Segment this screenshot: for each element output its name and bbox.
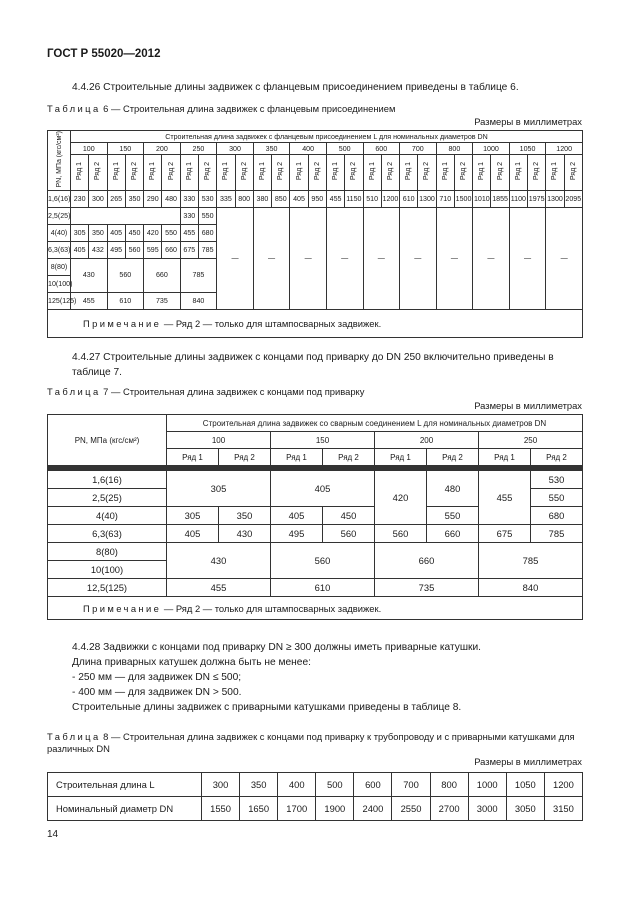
table-row bbox=[48, 597, 583, 620]
row-label: Ряд 1 bbox=[478, 162, 486, 181]
diameter-header: 1200 bbox=[546, 143, 583, 155]
table-cell: 710 bbox=[436, 190, 454, 207]
row-1-header bbox=[107, 155, 125, 190]
table-cell: 680 bbox=[531, 507, 583, 525]
pn-cell: 2,5(25) bbox=[48, 489, 167, 507]
table-cell: 432 bbox=[89, 241, 107, 258]
table-cell: 500 bbox=[316, 773, 354, 797]
paragraph-text: 4.4.27 Строительные длины задвижек с концами под приварку до DN 250 включительно приведены в таблице 7. bbox=[72, 352, 554, 378]
pn-cell: 2,5(25) bbox=[48, 207, 71, 224]
table-cell: 560 bbox=[107, 258, 144, 292]
row-label: Ряд 1 bbox=[405, 162, 413, 181]
table-row bbox=[48, 579, 583, 597]
table-cell: 610 bbox=[400, 190, 418, 207]
diameter-header: 1000 bbox=[473, 143, 510, 155]
paragraph-text: 4.4.26 Строительные длины задвижек с фланцевым присоединением приведены в таблице 6. bbox=[72, 82, 519, 93]
note-word: Примечание bbox=[83, 602, 162, 614]
pn-cell: 10(100) bbox=[48, 561, 167, 579]
table-cell: 1200 bbox=[544, 773, 582, 797]
table-cell: 550 bbox=[531, 489, 583, 507]
note-text: — Ряд 2 — только для штампосварных задвижек. bbox=[161, 317, 382, 329]
table-cell: 290 bbox=[144, 190, 162, 207]
table-cell: 300 bbox=[89, 190, 107, 207]
table-cell: 350 bbox=[219, 507, 271, 525]
table-cell: 1855 bbox=[491, 190, 509, 207]
diameter-header: 200 bbox=[375, 432, 479, 449]
dash-cell: — bbox=[509, 207, 546, 309]
table-cell: 660 bbox=[162, 241, 180, 258]
table-cell: 1010 bbox=[473, 190, 491, 207]
diameter-header: 600 bbox=[363, 143, 400, 155]
row-2-header: Ряд 2 bbox=[219, 449, 271, 469]
document-header: ГОСТ Р 55020—2012 bbox=[47, 48, 161, 60]
table-cell: 330 bbox=[180, 190, 198, 207]
row-1-header bbox=[363, 155, 381, 190]
caption-text: 8 — Строительная длина задвижек с концами под приварку к трубопроводу и с приварными катушками для различных DN bbox=[47, 731, 575, 754]
table-cell: 480 bbox=[162, 190, 180, 207]
dash-cell: — bbox=[290, 207, 327, 309]
row-1-header bbox=[509, 155, 527, 190]
row-2-header bbox=[564, 155, 582, 190]
table-row bbox=[48, 797, 583, 821]
row-2-header bbox=[454, 155, 472, 190]
table-cell: 1050 bbox=[506, 773, 544, 797]
table-note bbox=[48, 597, 583, 620]
table-cell: 600 bbox=[354, 773, 392, 797]
table-cell: 2550 bbox=[392, 797, 430, 821]
row-1-header bbox=[217, 155, 235, 190]
table-row bbox=[48, 143, 583, 155]
table-cell: 610 bbox=[107, 292, 144, 309]
row-2-header bbox=[345, 155, 363, 190]
row-label: Ряд 2 bbox=[569, 162, 577, 181]
table-cell: 430 bbox=[167, 543, 271, 579]
diameter-header: 350 bbox=[253, 143, 290, 155]
row-label: Ряд 2 bbox=[496, 162, 504, 181]
row-2-header bbox=[491, 155, 509, 190]
row-label: Ряд 1 bbox=[295, 162, 303, 181]
paragraph-4-4-28 bbox=[72, 640, 583, 715]
table-cell: 1650 bbox=[240, 797, 278, 821]
row-1-header bbox=[326, 155, 344, 190]
diameter-header: 1050 bbox=[509, 143, 546, 155]
dash-cell: — bbox=[473, 207, 510, 309]
table-cell: 350 bbox=[240, 773, 278, 797]
table-cell: 660 bbox=[427, 525, 479, 543]
table-cell: 455 bbox=[326, 190, 344, 207]
row-label: Ряд 1 bbox=[112, 162, 120, 181]
table-cell: 455 bbox=[479, 468, 531, 525]
table-cell: 405 bbox=[167, 525, 219, 543]
table-row bbox=[48, 543, 583, 561]
row-label: Ряд 1 bbox=[222, 162, 230, 181]
table-cell: 1100 bbox=[509, 190, 527, 207]
pn-cell: 12,5(125) bbox=[48, 579, 167, 597]
row-1-header: Ряд 1 bbox=[479, 449, 531, 469]
row-label: Ряд 2 bbox=[130, 162, 138, 181]
diameter-header: 400 bbox=[290, 143, 327, 155]
table-cell: 530 bbox=[531, 468, 583, 489]
pn-header-text: PN, МПа (кгс/см²) bbox=[55, 131, 63, 188]
table-cell: 350 bbox=[89, 224, 107, 241]
row-1-header bbox=[400, 155, 418, 190]
table-cell: 950 bbox=[308, 190, 326, 207]
table-cell: 1200 bbox=[381, 190, 399, 207]
table-cell: 735 bbox=[144, 292, 181, 309]
row-label: Ряд 2 bbox=[94, 162, 102, 181]
row-label: Ряд 1 bbox=[551, 162, 559, 181]
table-row bbox=[48, 309, 583, 337]
diameter-header: 250 bbox=[479, 432, 583, 449]
table-cell: 1300 bbox=[546, 190, 564, 207]
table-cell: 800 bbox=[430, 773, 468, 797]
table-row bbox=[48, 415, 583, 432]
table-row bbox=[48, 468, 583, 489]
table-6-units: Размеры в миллиметрах bbox=[474, 116, 582, 127]
row-1-header: Ряд 1 bbox=[375, 449, 427, 469]
row-2-header: Ряд 2 bbox=[427, 449, 479, 469]
table-cell: 800 bbox=[235, 190, 253, 207]
table-cell: 405 bbox=[271, 468, 375, 507]
table-7 bbox=[47, 414, 583, 620]
table-cell: 230 bbox=[71, 190, 89, 207]
diameter-header: 100 bbox=[167, 432, 271, 449]
table-cell: 330 bbox=[180, 207, 198, 224]
row-2-header: Ряд 2 bbox=[323, 449, 375, 469]
row-label: Ряд 2 bbox=[277, 162, 285, 181]
dash-cell: — bbox=[400, 207, 437, 309]
table-cell: 660 bbox=[144, 258, 181, 292]
row-1-header bbox=[473, 155, 491, 190]
table-cell: 430 bbox=[219, 525, 271, 543]
table-cell: 450 bbox=[323, 507, 375, 525]
row-label: Ряд 2 bbox=[313, 162, 321, 181]
row-2-header bbox=[235, 155, 253, 190]
pn-cell: 125(125) bbox=[48, 292, 71, 309]
diameter-header: 300 bbox=[217, 143, 254, 155]
row-label: Ряд 2 bbox=[240, 162, 248, 181]
table-cell bbox=[71, 207, 181, 224]
pn-header-text: PN, МПа (кгс/см²) bbox=[74, 435, 140, 445]
diameter-header: 200 bbox=[144, 143, 181, 155]
pn-cell: 1,6(16) bbox=[48, 468, 167, 489]
dash-cell: — bbox=[546, 207, 583, 309]
pn-cell: 4(40) bbox=[48, 224, 71, 241]
table-cell: 305 bbox=[167, 507, 219, 525]
dash-cell: — bbox=[326, 207, 363, 309]
row-label: Ряд 2 bbox=[350, 162, 358, 181]
diameter-header: 250 bbox=[180, 143, 217, 155]
table-cell: 305 bbox=[167, 468, 271, 507]
table-cell: 785 bbox=[198, 241, 216, 258]
row-2-header bbox=[89, 155, 107, 190]
table-8-caption bbox=[47, 731, 583, 755]
table-cell: 840 bbox=[479, 579, 583, 597]
table-cell: 480 bbox=[427, 468, 479, 507]
table-cell: 430 bbox=[71, 258, 108, 292]
table-cell: 595 bbox=[144, 241, 162, 258]
table-row bbox=[48, 155, 583, 190]
pn-cell: 8(80) bbox=[48, 258, 71, 275]
row-1-header: Ряд 1 bbox=[167, 449, 219, 469]
row-2-header bbox=[528, 155, 546, 190]
table-cell: 305 bbox=[71, 224, 89, 241]
table-cell: 550 bbox=[162, 224, 180, 241]
row-label: Ряд 1 bbox=[368, 162, 376, 181]
table-cell: 610 bbox=[271, 579, 375, 597]
table-7-units: Размеры в миллиметрах bbox=[474, 400, 582, 411]
column-group-header: Строительная длина задвижек со сварным соединением L для номинальных диаметров DN bbox=[167, 415, 583, 432]
row-label: Ряд 1 bbox=[514, 162, 522, 181]
caption-word: Таблица bbox=[47, 103, 101, 114]
table-cell: 420 bbox=[375, 468, 427, 525]
diameter-header: 150 bbox=[271, 432, 375, 449]
table-cell: 675 bbox=[180, 241, 198, 258]
row-1-header bbox=[144, 155, 162, 190]
table-row bbox=[48, 773, 583, 797]
table-cell: 405 bbox=[71, 241, 89, 258]
dash-cell: — bbox=[253, 207, 290, 309]
note-text: — Ряд 2 — только для штампосварных задвижек. bbox=[161, 602, 382, 614]
dash-cell: — bbox=[363, 207, 400, 309]
table-cell: 1500 bbox=[454, 190, 472, 207]
paragraph-line: 4.4.28 Задвижки с концами под приварку DN ≥ 300 должны иметь приварные катушки. bbox=[72, 642, 481, 653]
table-6 bbox=[47, 130, 583, 338]
row-2-header: Ряд 2 bbox=[531, 449, 583, 469]
paragraph-line: - 400 мм — для задвижек DN > 500. bbox=[72, 687, 242, 698]
row-label: Ряд 2 bbox=[204, 162, 212, 181]
row-1-header bbox=[436, 155, 454, 190]
dash-cell: — bbox=[436, 207, 473, 309]
pn-cell: 10(100) bbox=[48, 275, 71, 292]
row-1-header: Ряд 1 bbox=[271, 449, 323, 469]
diameter-header: 100 bbox=[71, 143, 108, 155]
row-label: Ряд 1 bbox=[332, 162, 340, 181]
caption-word: Таблица bbox=[47, 386, 101, 397]
table-cell: 400 bbox=[278, 773, 316, 797]
table-cell: 300 bbox=[202, 773, 240, 797]
table-cell: 560 bbox=[375, 525, 427, 543]
table-cell: 1975 bbox=[528, 190, 546, 207]
table-7-caption bbox=[47, 386, 364, 397]
table-cell: 1700 bbox=[278, 797, 316, 821]
table-cell: 455 bbox=[167, 579, 271, 597]
row-2-header bbox=[198, 155, 216, 190]
row-1-header bbox=[546, 155, 564, 190]
table-cell: 785 bbox=[180, 258, 217, 292]
row-2-header bbox=[418, 155, 436, 190]
table-cell: 1150 bbox=[345, 190, 363, 207]
table-cell: 1900 bbox=[316, 797, 354, 821]
table-row bbox=[48, 207, 583, 224]
table-cell: 405 bbox=[290, 190, 308, 207]
table-row bbox=[48, 131, 583, 143]
table-row bbox=[48, 190, 583, 207]
row-2-header bbox=[125, 155, 143, 190]
table-cell: 495 bbox=[107, 241, 125, 258]
table-cell: 350 bbox=[125, 190, 143, 207]
table-cell: 550 bbox=[427, 507, 479, 525]
row-label: Ряд 1 bbox=[258, 162, 266, 181]
table-8 bbox=[47, 772, 583, 821]
paragraph-line: Длина приварных катушек должна быть не менее: bbox=[72, 657, 311, 668]
table-cell: 265 bbox=[107, 190, 125, 207]
caption-word: Таблица bbox=[47, 731, 101, 742]
table-cell: 735 bbox=[375, 579, 479, 597]
table-cell: 785 bbox=[479, 543, 583, 579]
table-cell: 675 bbox=[479, 525, 531, 543]
row-2-header bbox=[308, 155, 326, 190]
table-note bbox=[48, 309, 583, 337]
row-label: Ряд 2 bbox=[386, 162, 394, 181]
table-cell: 2095 bbox=[564, 190, 582, 207]
row-label: Ряд 2 bbox=[460, 162, 468, 181]
row-1-header bbox=[71, 155, 89, 190]
caption-text: 6 — Строительная длина задвижек с фланцевым присоединением bbox=[103, 103, 396, 114]
table-cell: 1000 bbox=[468, 773, 506, 797]
table-cell: 450 bbox=[125, 224, 143, 241]
note-word: Примечание bbox=[83, 317, 162, 329]
table-cell: 455 bbox=[71, 292, 108, 309]
table-cell: 495 bbox=[271, 525, 323, 543]
pn-cell: 6,3(63) bbox=[48, 525, 167, 543]
column-group-header: Строительная длина задвижек с фланцевым присоединением L для номинальных диаметров DN bbox=[71, 131, 583, 143]
row-label: Ряд 1 bbox=[149, 162, 157, 181]
table-cell: 850 bbox=[272, 190, 290, 207]
table-6-caption bbox=[47, 103, 395, 114]
caption-text: 7 — Строительная длина задвижек с концами под приварку bbox=[103, 386, 365, 397]
table-cell: 1550 bbox=[202, 797, 240, 821]
table-cell: 3050 bbox=[506, 797, 544, 821]
paragraph-4-4-27 bbox=[47, 350, 583, 380]
pn-header bbox=[48, 131, 71, 191]
paragraph-line: Строительные длины задвижек с приварными катушками приведены в таблице 8. bbox=[72, 702, 462, 713]
table-8-units: Размеры в миллиметрах bbox=[474, 756, 582, 767]
table-cell: 560 bbox=[271, 543, 375, 579]
table-cell: 510 bbox=[363, 190, 381, 207]
diameter-header: 150 bbox=[107, 143, 144, 155]
row-1-header bbox=[180, 155, 198, 190]
row-1-header bbox=[290, 155, 308, 190]
table-cell: 680 bbox=[198, 224, 216, 241]
pn-cell: 8(80) bbox=[48, 543, 167, 561]
row-label: Ряд 2 bbox=[533, 162, 541, 181]
row-label: Ряд 2 bbox=[167, 162, 175, 181]
pn-header bbox=[48, 415, 167, 469]
row-label: Ряд 1 bbox=[185, 162, 193, 181]
table-cell: 1300 bbox=[418, 190, 436, 207]
table-cell: 420 bbox=[144, 224, 162, 241]
dash-cell: — bbox=[217, 207, 254, 309]
row-label: Ряд 2 bbox=[423, 162, 431, 181]
table-cell: 455 bbox=[180, 224, 198, 241]
paragraph-4-4-26 bbox=[47, 80, 583, 95]
pn-cell: 6,3(63) bbox=[48, 241, 71, 258]
row-2-header bbox=[162, 155, 180, 190]
diameter-header: 500 bbox=[326, 143, 363, 155]
table-cell: 840 bbox=[180, 292, 217, 309]
table-cell: 560 bbox=[125, 241, 143, 258]
table-cell: 550 bbox=[198, 207, 216, 224]
row-header: Номинальный диаметр DN bbox=[48, 797, 202, 821]
row-label: Ряд 1 bbox=[76, 162, 84, 181]
table-cell: 530 bbox=[198, 190, 216, 207]
row-2-header bbox=[381, 155, 399, 190]
row-2-header bbox=[272, 155, 290, 190]
pn-cell: 1,6(16) bbox=[48, 190, 71, 207]
paragraph-line: - 250 мм — для задвижек DN ≤ 500; bbox=[72, 672, 242, 683]
table-cell: 3000 bbox=[468, 797, 506, 821]
table-cell: 405 bbox=[271, 507, 323, 525]
table-cell: 335 bbox=[217, 190, 235, 207]
row-label: Ряд 1 bbox=[441, 162, 449, 181]
diameter-header: 700 bbox=[400, 143, 437, 155]
table-cell: 2400 bbox=[354, 797, 392, 821]
table-cell: 560 bbox=[323, 525, 375, 543]
table-cell: 3150 bbox=[544, 797, 582, 821]
table-cell: 700 bbox=[392, 773, 430, 797]
table-cell: 380 bbox=[253, 190, 271, 207]
table-cell: 660 bbox=[375, 543, 479, 579]
page-number: 14 bbox=[47, 829, 59, 840]
table-cell: 405 bbox=[107, 224, 125, 241]
row-1-header bbox=[253, 155, 271, 190]
table-cell: 2700 bbox=[430, 797, 468, 821]
table-cell: 785 bbox=[531, 525, 583, 543]
table-row bbox=[48, 525, 583, 543]
diameter-header: 800 bbox=[436, 143, 473, 155]
pn-cell: 4(40) bbox=[48, 507, 167, 525]
row-header: Строительная длина L bbox=[48, 773, 202, 797]
